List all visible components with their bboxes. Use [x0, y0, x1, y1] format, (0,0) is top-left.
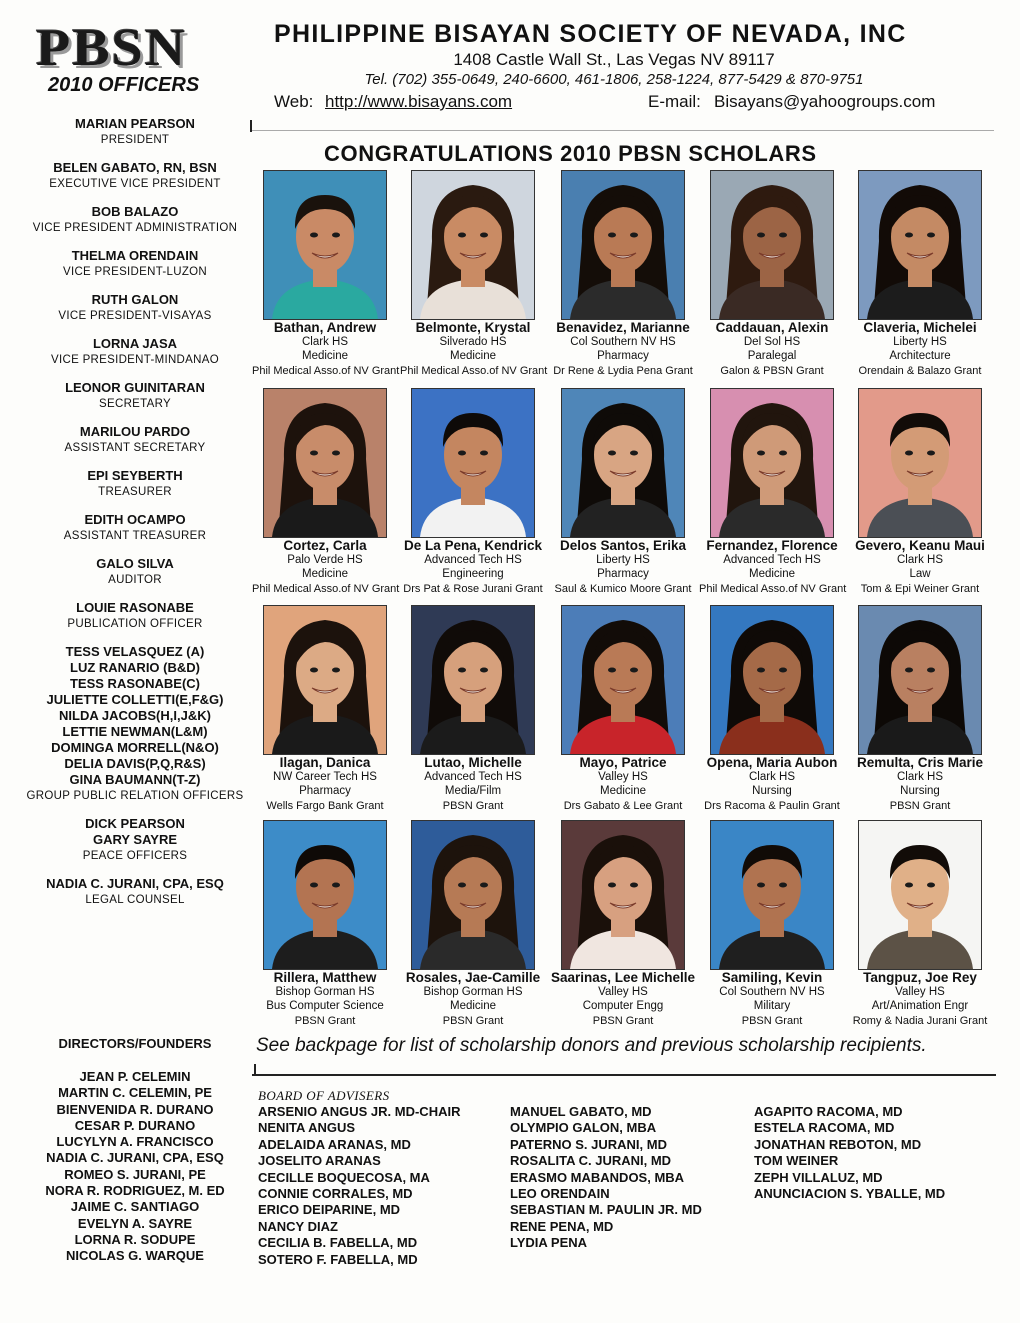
officer-title: AUDITOR — [108, 574, 162, 586]
scholar-grant: PBSN Grant — [442, 1014, 504, 1027]
scholar-photo — [858, 388, 982, 538]
scholar-card — [699, 820, 845, 1028]
portrait-graphic — [412, 606, 534, 754]
board-heading: BOARD OF ADVISERS — [258, 1088, 390, 1103]
scholar-card — [400, 388, 546, 596]
officer-name: LORNA JASA — [92, 336, 178, 351]
officer-name: TESS VELASQUEZ (A) — [65, 644, 205, 659]
footer-divider — [252, 1074, 996, 1076]
director-name: EVELYN A. SAYRE — [77, 1215, 193, 1231]
board-column — [510, 1104, 702, 1252]
officer-name: DOMINGA MORRELL(N&O) — [51, 740, 219, 755]
scholar-name: De La Pena, Kendrick — [403, 538, 543, 553]
adviser-name: LEO ORENDAIN — [510, 1186, 610, 1202]
scholar-school: Clark HS — [301, 336, 348, 348]
adviser-name: SOTERO F. FABELLA, MD — [258, 1251, 418, 1267]
portrait-graphic — [412, 389, 534, 537]
scholar-grant: PBSN Grant — [294, 1014, 356, 1027]
scholar-grant: Phil Medical Asso.of NV Grant — [252, 364, 400, 377]
scholar-name: Caddauan, Alexin — [715, 320, 829, 335]
scholar-field: Bus Computer Science — [266, 1000, 384, 1013]
scholar-card — [400, 820, 546, 1028]
scholar-grant: Tom & Epi Weiner Grant — [860, 582, 980, 595]
adviser-name: ARSENIO ANGUS JR. MD-CHAIR — [258, 1104, 461, 1119]
scholar-photo — [561, 605, 685, 755]
scholar-school: Del Sol HS — [743, 336, 801, 348]
scholar-name: Belmonte, Krystal — [415, 320, 531, 335]
scholar-name: Delos Santos, Erika — [559, 538, 687, 553]
board-column — [258, 1104, 460, 1268]
scholar-field: Paralegal — [747, 350, 797, 363]
scholar-name: Rillera, Matthew — [273, 970, 377, 985]
officer-block — [20, 512, 250, 544]
portrait-graphic — [711, 606, 833, 754]
scholar-school: Clark HS — [896, 554, 943, 566]
officer-block — [20, 336, 250, 368]
scholar-grant: Phil Medical Asso.of NV Grant — [400, 364, 548, 377]
officer-name: MARILOU PARDO — [79, 424, 191, 439]
scholar-grant: Galon & PBSN Grant — [720, 364, 824, 377]
director-name: MARTIN C. CELEMIN, PE — [58, 1085, 212, 1101]
director-name: CESAR P. DURANO — [74, 1117, 196, 1133]
officer-block — [20, 600, 250, 632]
adviser-name: ESTELA RACOMA, MD — [754, 1120, 895, 1136]
officer-block — [20, 876, 250, 908]
scholar-field: Medicine — [301, 350, 349, 363]
scholar-photo — [710, 605, 834, 755]
officer-name: THELMA ORENDAIN — [71, 248, 199, 263]
scholar-card — [550, 605, 696, 813]
scholar-field: Engineering — [442, 568, 504, 581]
website-link[interactable]: http://www.bisayans.com — [325, 92, 513, 111]
scholar-field: Medicine — [301, 568, 349, 581]
director-name: LUCYLYN A. FRANCISCO — [56, 1134, 214, 1150]
director-name: ROMEO S. JURANI, PE — [64, 1166, 206, 1182]
portrait-graphic — [562, 171, 684, 319]
scholar-field: Medicine — [599, 785, 647, 798]
scholar-card — [400, 170, 546, 378]
scholar-name: Samiling, Kevin — [721, 970, 823, 985]
scholar-grant: Drs Gabato & Lee Grant — [563, 799, 683, 812]
scholar-school: Advanced Tech HS — [424, 554, 522, 566]
officer-name: DELIA DAVIS(P,Q,R&S) — [64, 756, 206, 771]
scholar-name: Fernandez, Florence — [706, 538, 838, 553]
officer-name: EPI SEYBERTH — [87, 468, 183, 483]
adviser-name: TOM WEINER — [754, 1153, 839, 1169]
officer-title: TREASURER — [98, 486, 172, 498]
officer-name: GALO SILVA — [96, 556, 174, 571]
scholar-card — [252, 820, 398, 1028]
adviser-name: JOSELITO ARANAS — [258, 1153, 381, 1169]
scholar-card — [847, 605, 993, 813]
adviser-name: JONATHAN REBOTON, MD — [754, 1136, 922, 1152]
officer-name: LEONOR GUINITARAN — [65, 380, 205, 395]
scholar-field: Nursing — [900, 785, 940, 798]
officer-block — [20, 292, 250, 324]
scholar-grant: PBSN Grant — [889, 799, 951, 812]
scholar-field: Computer Engg — [582, 1000, 664, 1013]
portrait-graphic — [412, 171, 534, 319]
officer-name: JULIETTE COLLETTI(E,F&G) — [46, 692, 224, 707]
scholar-name: Cortez, Carla — [283, 538, 367, 553]
portrait-graphic — [264, 171, 386, 319]
scholar-school: Clark HS — [896, 771, 943, 783]
directors-heading: DIRECTORS/FOUNDERS — [58, 1036, 212, 1051]
officer-title: EXECUTIVE VICE PRESIDENT — [49, 178, 221, 190]
scholar-card — [699, 605, 845, 813]
officer-block — [20, 644, 250, 804]
scholar-name: Gevero, Keanu Maui — [855, 538, 985, 553]
officer-name: DICK PEARSON — [85, 816, 185, 831]
officer-name: NILDA JACOBS(H,I,J&K) — [59, 708, 211, 723]
email-address[interactable]: Bisayans@yahoogroups.com — [714, 92, 936, 111]
scholar-grant: PBSN Grant — [592, 1014, 654, 1027]
scholar-school: Bishop Gorman HS — [423, 986, 523, 998]
scholar-field: Military — [753, 1000, 791, 1013]
portrait-graphic — [562, 389, 684, 537]
scholar-name: Benavidez, Marianne — [556, 320, 690, 335]
adviser-name: ERASMO MABANDOS, MBA — [510, 1169, 685, 1185]
org-name: PHILIPPINE BISAYAN SOCIETY OF NEVADA, INC — [274, 20, 907, 48]
adviser-name: LYDIA PENA — [510, 1235, 588, 1251]
adviser-name: CECILIA B. FABELLA, MD — [258, 1235, 418, 1251]
adviser-name: CONNIE CORRALES, MD — [258, 1186, 413, 1202]
portrait-graphic — [711, 821, 833, 969]
scholar-grant: Romy & Nadia Jurani Grant — [852, 1014, 988, 1027]
scholar-grant: Wells Fargo Bank Grant — [266, 799, 384, 812]
scholar-photo — [411, 820, 535, 970]
scholar-field: Pharmacy — [597, 568, 649, 581]
portrait-graphic — [562, 821, 684, 969]
scholar-grant: Dr Rene & Lydia Pena Grant — [553, 364, 693, 377]
scholar-photo — [263, 388, 387, 538]
scholar-card — [550, 170, 696, 378]
scholar-grant: Drs Pat & Rose Jurani Grant — [403, 582, 543, 595]
scholar-grant: PBSN Grant — [442, 799, 504, 812]
scholar-field: Art/Animation Engr — [871, 1000, 969, 1013]
scholar-photo — [263, 820, 387, 970]
org-address: 1408 Castle Wall St., Las Vegas NV 89117 — [453, 50, 775, 69]
scholar-name: Lutao, Michelle — [424, 755, 522, 770]
congratulations-title: CONGRATULATIONS 2010 PBSN SCHOLARS — [324, 141, 817, 166]
officer-name: LOUIE RASONABE — [76, 600, 194, 615]
officer-name: EDITH OCAMPO — [84, 512, 186, 527]
officer-title: ASSISTANT SECRETARY — [64, 442, 206, 454]
portrait-graphic — [562, 606, 684, 754]
scholar-card — [847, 820, 993, 1028]
scholar-field: Nursing — [752, 785, 792, 798]
adviser-name: NANCY DIAZ — [258, 1218, 338, 1234]
scholar-field: Pharmacy — [597, 350, 649, 363]
scholar-school: Advanced Tech HS — [424, 771, 522, 783]
officer-title: SECRETARY — [99, 398, 171, 410]
scholar-card — [847, 170, 993, 378]
director-name: LORNA R. SODUPE — [74, 1231, 196, 1247]
scholar-school: Col Southern NV HS — [570, 336, 676, 348]
officer-name: BELEN GABATO, RN, BSN — [53, 160, 217, 175]
adviser-name: SEBASTIAN M. PAULIN JR. MD — [510, 1202, 702, 1218]
adviser-name: NENITA ANGUS — [258, 1120, 356, 1136]
officer-title: LEGAL COUNSEL — [85, 894, 185, 906]
scholar-field: Pharmacy — [299, 785, 351, 798]
adviser-name: MANUEL GABATO, MD — [510, 1104, 652, 1119]
scholar-photo — [411, 170, 535, 320]
scholar-field: Architecture — [889, 350, 951, 363]
portrait-graphic — [264, 389, 386, 537]
scholar-school: NW Career Tech HS — [273, 771, 377, 783]
officer-block — [20, 116, 250, 148]
officer-block — [20, 556, 250, 588]
scholar-school: Liberty HS — [893, 336, 947, 348]
scholar-photo — [561, 170, 685, 320]
officer-title: GROUP PUBLIC RELATION OFFICERS — [26, 790, 244, 802]
scholar-name: Rosales, Jae-Camille — [405, 970, 541, 985]
scholar-grant: PBSN Grant — [741, 1014, 803, 1027]
scholar-card — [252, 388, 398, 596]
scholar-grant: Orendain & Balazo Grant — [858, 364, 982, 377]
portrait-graphic — [859, 389, 981, 537]
scholar-school: Palo Verde HS — [287, 554, 363, 566]
scholar-name: Ilagan, Danica — [279, 755, 371, 770]
scholar-field: Medicine — [449, 350, 497, 363]
scholar-photo — [710, 388, 834, 538]
scholar-name: Opena, Maria Aubon — [706, 755, 838, 770]
officer-title: PEACE OFFICERS — [82, 850, 188, 862]
officer-name: GARY SAYRE — [92, 832, 178, 847]
scholar-grant: Phil Medical Asso.of NV Grant — [252, 582, 400, 595]
org-telephone: Tel. (702) 355-0649, 240-6600, 461-1806, 258-1224, 877-5429 & 870-9751 — [364, 71, 864, 88]
pbsn-logo: PBSN — [36, 18, 188, 78]
scholar-field: Law — [909, 568, 931, 581]
officer-block — [20, 160, 250, 192]
officer-block — [20, 468, 250, 500]
scholar-grant: Saul & Kumico Moore Grant — [554, 582, 692, 595]
scholar-name: Remulta, Cris Marie — [856, 755, 984, 770]
adviser-name: ZEPH VILLALUZ, MD — [754, 1169, 883, 1185]
scholar-photo — [263, 605, 387, 755]
scholar-grant: Phil Medical Asso.of NV Grant — [699, 582, 847, 595]
officer-block — [20, 816, 250, 864]
corner-tick-bottom — [254, 1064, 256, 1076]
adviser-name: ROSALITA C. JURANI, MD — [510, 1153, 672, 1169]
director-name: NORA R. RODRIGUEZ, M. ED — [45, 1183, 225, 1199]
scholar-name: Tangpuz, Joe Rey — [863, 970, 977, 985]
scholar-card — [847, 388, 993, 596]
portrait-graphic — [711, 389, 833, 537]
portrait-graphic — [264, 606, 386, 754]
adviser-name: RENE PENA, MD — [510, 1218, 614, 1234]
scholar-photo — [263, 170, 387, 320]
scholar-school: Clark HS — [748, 771, 795, 783]
officer-title: ASSISTANT TREASURER — [63, 530, 207, 542]
scholar-field: Media/Film — [444, 785, 502, 798]
scholar-school: Col Southern NV HS — [719, 986, 825, 998]
scholar-name: Mayo, Patrice — [579, 755, 667, 770]
scholar-photo — [858, 605, 982, 755]
officer-name: MARIAN PEARSON — [75, 116, 195, 131]
scholar-card — [699, 388, 845, 596]
scholar-photo — [561, 388, 685, 538]
officer-block — [20, 248, 250, 280]
officer-title: VICE PRESIDENT ADMINISTRATION — [32, 222, 238, 234]
scholar-photo — [710, 820, 834, 970]
scholar-photo — [411, 388, 535, 538]
officer-name: LETTIE NEWMAN(L&M) — [62, 724, 208, 739]
officer-name: NADIA C. JURANI, CPA, ESQ — [46, 876, 224, 891]
scholar-card — [400, 605, 546, 813]
director-name: JAIME C. SANTIAGO — [70, 1199, 200, 1215]
director-name: NADIA C. JURANI, CPA, ESQ — [46, 1150, 224, 1166]
adviser-name: OLYMPIO GALON, MBA — [510, 1120, 657, 1136]
officer-name: GINA BAUMANN(T-Z) — [69, 772, 201, 787]
board-column — [754, 1104, 945, 1202]
officer-name: TESS RASONABE(C) — [69, 676, 200, 691]
officer-name: BOB BALAZO — [91, 204, 179, 219]
portrait-graphic — [859, 606, 981, 754]
scholar-school: Advanced Tech HS — [723, 554, 821, 566]
scholar-name: Claveria, Michelei — [863, 320, 977, 335]
backpage-note: See backpage for list of scholarship donors and previous scholarship recipients. — [256, 1035, 927, 1056]
adviser-name: ANUNCIACION S. YBALLE, MD — [754, 1186, 946, 1202]
portrait-graphic — [264, 821, 386, 969]
officer-name: RUTH GALON — [91, 292, 179, 307]
adviser-name: AGAPITO RACOMA, MD — [754, 1104, 903, 1119]
directors-list — [20, 1069, 250, 1265]
officer-block — [20, 204, 250, 236]
officer-title: VICE PRESIDENT-LUZON — [62, 266, 208, 278]
adviser-name: PATERNO S. JURANI, MD — [510, 1136, 667, 1152]
scholar-school: Valley HS — [895, 986, 945, 998]
officers-list — [20, 116, 250, 920]
scholar-photo — [858, 820, 982, 970]
adviser-name: CECILLE BOQUECOSA, MA — [258, 1169, 430, 1185]
officer-block — [20, 424, 250, 456]
scholar-field: Medicine — [748, 568, 796, 581]
scholar-school: Valley HS — [598, 986, 648, 998]
scholar-card — [252, 605, 398, 813]
director-name: NICOLAS G. WARQUE — [66, 1248, 204, 1264]
scholar-grant: Drs Racoma & Paulin Grant — [704, 799, 840, 812]
scholar-card — [252, 170, 398, 378]
scholar-photo — [411, 605, 535, 755]
portrait-graphic — [711, 171, 833, 319]
scholar-card — [699, 170, 845, 378]
email-label: E-mail: — [648, 92, 701, 111]
director-name: JEAN P. CELEMIN — [79, 1069, 191, 1084]
officer-title: VICE PRESIDENT-MINDANAO — [51, 354, 219, 366]
corner-tick — [250, 120, 252, 132]
portrait-graphic — [412, 821, 534, 969]
scholar-card — [550, 388, 696, 596]
scholar-photo — [710, 170, 834, 320]
officer-title: PUBLICATION OFFICER — [67, 618, 203, 630]
officer-name: LUZ RANARIO (B&D) — [70, 660, 200, 675]
scholar-card — [550, 820, 696, 1028]
scholar-name: Saarinas, Lee Michelle — [550, 970, 696, 985]
scholar-school: Liberty HS — [596, 554, 650, 566]
scholar-photo — [858, 170, 982, 320]
portrait-graphic — [859, 171, 981, 319]
officer-block — [20, 380, 250, 412]
scholar-field: Medicine — [449, 1000, 497, 1013]
director-name: BIENVENIDA R. DURANO — [56, 1101, 214, 1117]
scholar-school: Valley HS — [598, 771, 648, 783]
scholar-photo — [561, 820, 685, 970]
web-label: Web: — [274, 92, 314, 111]
officer-title: VICE PRESIDENT-VISAYAS — [58, 310, 212, 322]
scholar-name: Bathan, Andrew — [273, 320, 377, 335]
header-divider — [252, 130, 994, 131]
adviser-name: ERICO DEIPARINE, MD — [258, 1202, 401, 1218]
portrait-graphic — [859, 821, 981, 969]
officer-title: PRESIDENT — [100, 134, 170, 146]
adviser-name: ADELAIDA ARANAS, MD — [258, 1136, 411, 1152]
officers-year-heading: 2010 OFFICERS — [48, 74, 200, 96]
scholar-school: Bishop Gorman HS — [275, 986, 375, 998]
scholar-school: Silverado HS — [439, 336, 507, 348]
